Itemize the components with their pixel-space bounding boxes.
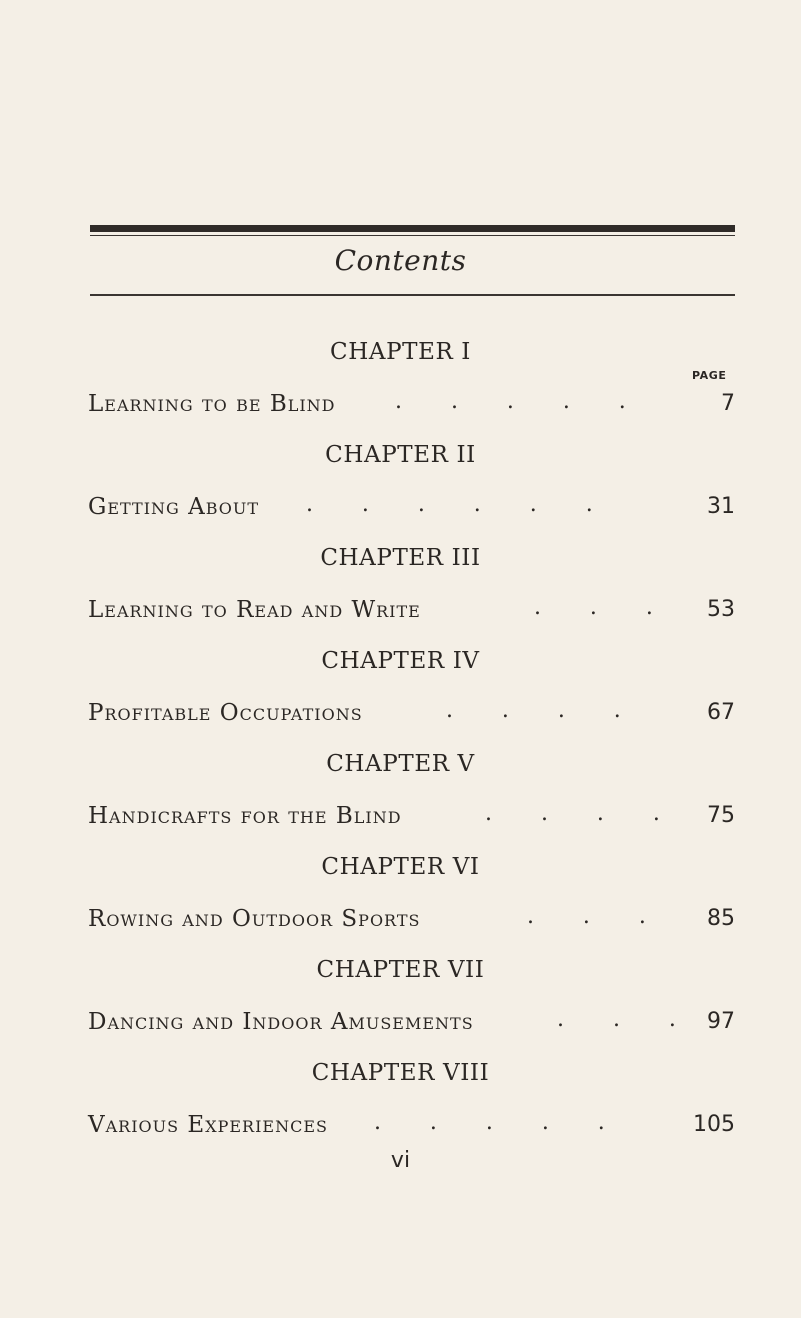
page-number: 97 xyxy=(707,1009,735,1034)
page-number: 67 xyxy=(707,700,735,725)
toc-entry[interactable] xyxy=(88,803,735,833)
toc-entry[interactable] xyxy=(88,494,735,524)
chapter-heading: CHAPTER VIII xyxy=(311,1060,490,1086)
chapter-title: Various Experiences xyxy=(88,1112,328,1138)
top-thin-rule xyxy=(90,235,735,236)
chapter-heading: CHAPTER V xyxy=(326,751,475,777)
dot-leader: . . . . . xyxy=(388,389,626,414)
chapter-heading: CHAPTER I xyxy=(330,339,471,365)
toc-entry[interactable] xyxy=(88,597,735,627)
chapter-heading: CHAPTER III xyxy=(320,545,481,571)
page-number: 7 xyxy=(721,391,735,416)
dot-leader: . . . . . xyxy=(360,1110,605,1135)
chapter-heading: CHAPTER II xyxy=(325,442,476,468)
dot-leader: . . . . xyxy=(418,698,621,723)
chapter-heading: CHAPTER IV xyxy=(321,648,480,674)
chapter-title: Profitable Occupations xyxy=(88,700,363,726)
page-number: 85 xyxy=(707,906,735,931)
chapter-title: Learning to be Blind xyxy=(88,391,336,417)
chapter-heading: CHAPTER VI xyxy=(321,854,480,880)
page-column-label: PAGE xyxy=(692,369,727,382)
chapter-title: Getting About xyxy=(88,494,260,520)
page-number: 53 xyxy=(707,597,735,622)
toc-entry[interactable] xyxy=(88,700,735,730)
top-thick-rule xyxy=(90,225,735,232)
page-number: 75 xyxy=(707,803,735,828)
dot-leader: . . . xyxy=(550,1007,676,1032)
dot-leader: . . . xyxy=(506,904,646,929)
toc-entry[interactable] xyxy=(88,1009,735,1039)
toc-entry[interactable] xyxy=(88,906,735,936)
dot-leader: . . . xyxy=(506,595,653,620)
chapter-title: Dancing and Indoor Amusements xyxy=(88,1009,474,1035)
chapter-title: Learning to Read and Write xyxy=(88,597,421,623)
chapter-heading: CHAPTER VII xyxy=(316,957,485,983)
toc-entry[interactable] xyxy=(88,1112,735,1142)
toc-entry[interactable] xyxy=(88,391,735,421)
chapter-title: Rowing and Outdoor Sports xyxy=(88,906,421,932)
page-number: 31 xyxy=(707,494,735,519)
title-bottom-rule xyxy=(90,294,735,296)
page-number: 105 xyxy=(693,1112,735,1137)
page-folio: vi xyxy=(390,1148,411,1173)
dot-leader: . . . . xyxy=(478,801,660,826)
page-title: Contents xyxy=(334,244,467,277)
chapter-title: Handicrafts for the Blind xyxy=(88,803,402,829)
dot-leader: . . . . . . xyxy=(278,492,593,517)
